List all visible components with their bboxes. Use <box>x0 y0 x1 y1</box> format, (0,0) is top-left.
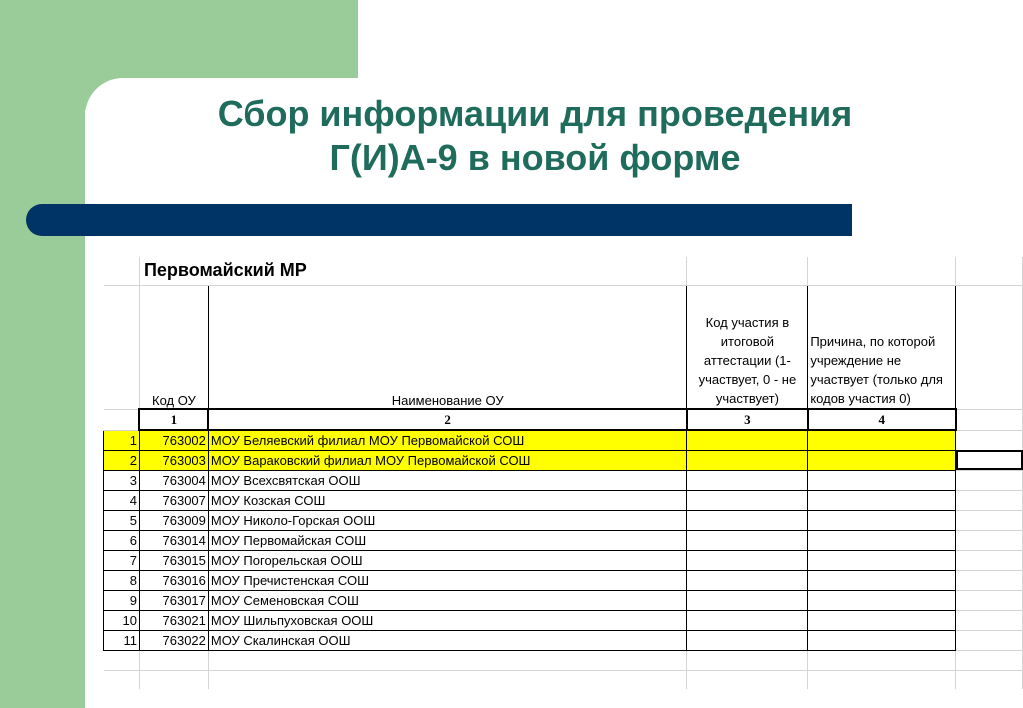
participation-code-cell[interactable] <box>687 510 808 530</box>
decor-green-strip <box>0 0 85 708</box>
grid-cell[interactable] <box>104 670 140 689</box>
school-name-cell[interactable]: МОУ Погорельская ООШ <box>208 550 687 570</box>
row-number-cell[interactable]: 10 <box>104 610 140 630</box>
table-row[interactable] <box>104 570 1023 590</box>
reason-cell[interactable] <box>808 510 956 530</box>
grid-cell[interactable] <box>687 257 808 285</box>
table-row[interactable] <box>104 470 1023 490</box>
reason-cell[interactable] <box>808 590 956 610</box>
grid-cell[interactable] <box>956 490 1023 510</box>
slide-title-line-1: Сбор информации для проведения <box>217 93 853 134</box>
school-code-cell[interactable]: 763014 <box>139 530 208 550</box>
participation-code-cell[interactable] <box>687 450 808 470</box>
school-code-cell[interactable]: 763017 <box>139 590 208 610</box>
school-code-cell[interactable]: 763022 <box>139 630 208 650</box>
row-header-cell[interactable] <box>104 409 140 430</box>
header-reason[interactable]: Причина, по которой учреждение не участвует (только для кодов участия 0) <box>808 285 956 409</box>
reason-cell[interactable] <box>808 630 956 650</box>
participation-code-cell[interactable] <box>687 470 808 490</box>
school-code-cell[interactable]: 763002 <box>139 430 208 450</box>
grid-cell[interactable] <box>956 450 1023 470</box>
participation-code-cell[interactable] <box>687 630 808 650</box>
school-name-cell[interactable]: МОУ Козская СОШ <box>208 490 687 510</box>
row-number-cell[interactable]: 5 <box>104 510 140 530</box>
grid-cell[interactable] <box>956 430 1023 450</box>
participation-code-cell[interactable] <box>687 550 808 570</box>
reason-cell[interactable] <box>808 570 956 590</box>
row-number-cell[interactable]: 8 <box>104 570 140 590</box>
school-name-cell[interactable]: МОУ Пречистенская СОШ <box>208 570 687 590</box>
table-row[interactable] <box>104 550 1023 570</box>
slide-title-line-2: Г(И)А-9 в новой форме <box>329 137 741 178</box>
table-row[interactable] <box>104 430 1023 450</box>
header-name[interactable]: Наименование ОУ <box>208 285 687 409</box>
school-code-cell[interactable]: 763007 <box>139 490 208 510</box>
table-row[interactable] <box>104 490 1023 510</box>
school-name-cell[interactable]: МОУ Беляевский филиал МОУ Первомайской СОШ <box>208 430 687 450</box>
school-code-cell[interactable]: 763004 <box>139 470 208 490</box>
school-name-cell[interactable]: МОУ Скалинская ООШ <box>208 630 687 650</box>
grid-cell[interactable] <box>808 670 956 689</box>
grid-cell[interactable] <box>956 257 1023 285</box>
grid-cell[interactable] <box>956 650 1023 670</box>
reason-cell[interactable] <box>808 430 956 450</box>
reason-cell[interactable] <box>808 470 956 490</box>
column-number-3[interactable]: 3 <box>687 409 808 430</box>
grid-cell[interactable] <box>808 650 956 670</box>
row-number-cell[interactable]: 11 <box>104 630 140 650</box>
school-code-cell[interactable]: 763009 <box>139 510 208 530</box>
school-code-cell[interactable]: 763015 <box>139 550 208 570</box>
grid-cell[interactable] <box>956 630 1023 650</box>
row-number-cell[interactable]: 2 <box>104 450 140 470</box>
grid-cell[interactable] <box>687 650 808 670</box>
table-row[interactable] <box>104 590 1023 610</box>
table-row[interactable] <box>104 610 1023 630</box>
row-number-cell[interactable]: 9 <box>104 590 140 610</box>
region-title[interactable]: Первомайский МР <box>139 257 687 285</box>
participation-code-cell[interactable] <box>687 570 808 590</box>
grid-cell[interactable] <box>956 285 1023 409</box>
reason-cell[interactable] <box>808 550 956 570</box>
column-number-2[interactable]: 2 <box>208 409 687 430</box>
header-participation[interactable]: Код участия в итоговой аттестации (1- участвует, 0 - не участвует) <box>687 285 808 409</box>
grid-cell[interactable] <box>956 409 1023 430</box>
row-number-cell[interactable]: 6 <box>104 530 140 550</box>
participation-code-cell[interactable] <box>687 590 808 610</box>
reason-cell[interactable] <box>808 530 956 550</box>
school-code-cell[interactable]: 763021 <box>139 610 208 630</box>
decor-navy-bar <box>26 204 852 236</box>
table-row[interactable] <box>104 450 1023 470</box>
school-code-cell[interactable]: 763016 <box>139 570 208 590</box>
participation-code-cell[interactable] <box>687 530 808 550</box>
grid-cell[interactable] <box>956 670 1023 689</box>
school-name-cell[interactable]: МОУ Шильпуховская ООШ <box>208 610 687 630</box>
reason-cell[interactable] <box>808 610 956 630</box>
grid-cell[interactable] <box>956 550 1023 570</box>
column-number-1[interactable]: 1 <box>139 409 208 430</box>
slide-title <box>110 92 960 180</box>
spreadsheet-grid <box>103 257 1023 689</box>
grid-cell[interactable] <box>808 257 956 285</box>
participation-code-cell[interactable] <box>687 430 808 450</box>
grid-cell[interactable] <box>208 670 687 689</box>
row-number-cell[interactable]: 7 <box>104 550 140 570</box>
row-number-cell[interactable]: 4 <box>104 490 140 510</box>
participation-code-cell[interactable] <box>687 610 808 630</box>
grid-cell[interactable] <box>956 530 1023 550</box>
empty-row <box>104 650 1023 670</box>
grid-cell[interactable] <box>208 650 687 670</box>
header-code[interactable]: Код ОУ <box>139 285 208 409</box>
school-code-cell[interactable]: 763003 <box>139 450 208 470</box>
column-number-4[interactable]: 4 <box>808 409 956 430</box>
school-name-cell[interactable]: МОУ Николо-Горская ООШ <box>208 510 687 530</box>
grid-cell[interactable] <box>687 670 808 689</box>
table-row[interactable] <box>104 510 1023 530</box>
participation-code-cell[interactable] <box>687 490 808 510</box>
reason-cell[interactable] <box>808 450 956 470</box>
school-name-cell[interactable]: МОУ Всехсвятская ООШ <box>208 470 687 490</box>
row-number-cell[interactable]: 1 <box>104 430 140 450</box>
school-name-cell[interactable]: МОУ Семеновская СОШ <box>208 590 687 610</box>
grid-cell[interactable] <box>956 590 1023 610</box>
grid-cell[interactable] <box>956 470 1023 490</box>
grid-cell[interactable] <box>956 610 1023 630</box>
grid-cell[interactable] <box>139 650 208 670</box>
row-header-cell[interactable] <box>104 285 140 409</box>
reason-cell[interactable] <box>808 490 956 510</box>
row-number-cell[interactable]: 3 <box>104 470 140 490</box>
empty-row <box>104 670 1023 689</box>
grid-cell[interactable] <box>956 570 1023 590</box>
spreadsheet <box>103 257 1023 689</box>
row-header-cell[interactable] <box>104 257 140 285</box>
grid-cell[interactable] <box>956 510 1023 530</box>
school-name-cell[interactable]: МОУ Первомайская СОШ <box>208 530 687 550</box>
table-row[interactable] <box>104 630 1023 650</box>
grid-cell[interactable] <box>104 650 140 670</box>
grid-cell[interactable] <box>139 670 208 689</box>
school-name-cell[interactable]: МОУ Вараковский филиал МОУ Первомайской СОШ <box>208 450 687 470</box>
table-row[interactable] <box>104 530 1023 550</box>
